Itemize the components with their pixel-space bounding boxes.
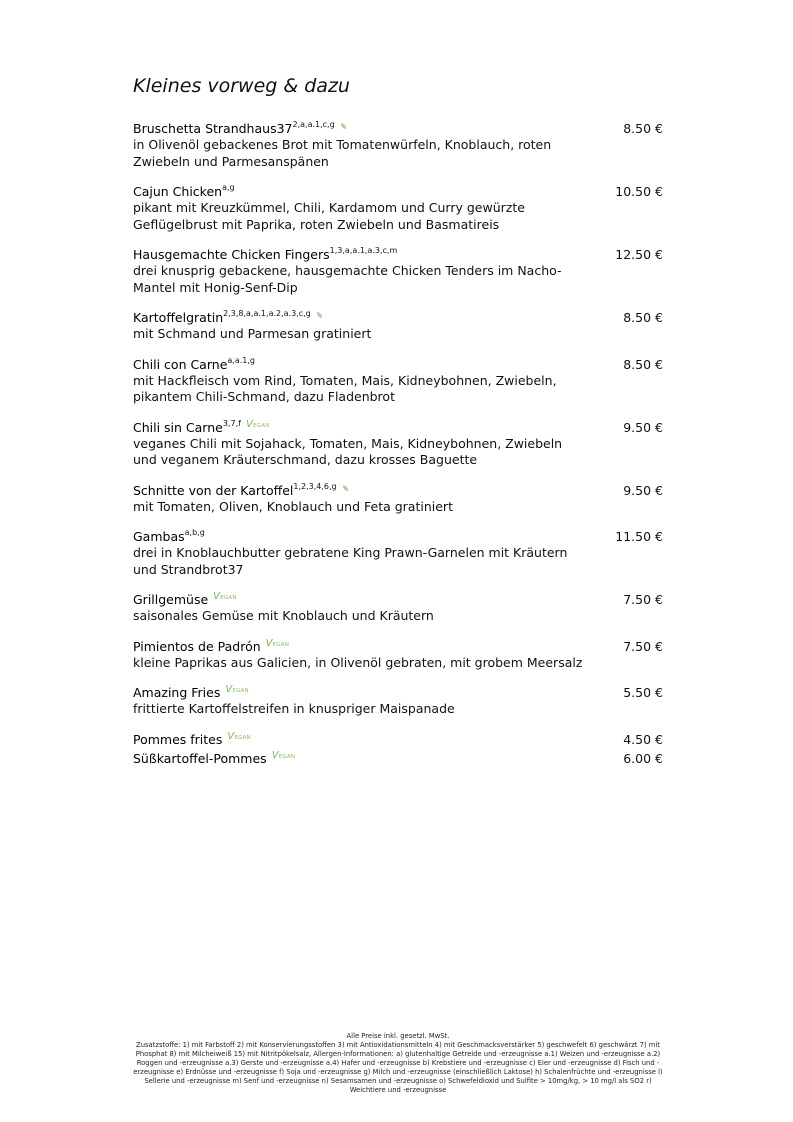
vegan-icon: VEGAN bbox=[225, 684, 249, 695]
allergen-codes: 3,7,f bbox=[222, 418, 241, 428]
menu-item-price: 8.50 € bbox=[623, 310, 663, 325]
menu-item-heading bbox=[133, 309, 663, 326]
menu-item bbox=[133, 419, 663, 469]
allergen-codes: a,a.1,g bbox=[227, 355, 255, 365]
menu-item-name: Pommes frites bbox=[133, 731, 223, 747]
allergen-codes: 2,3,8,a,a.1,a.2,a.3,c,g bbox=[223, 309, 311, 318]
menu-item-name: Pimientos de Padrón bbox=[133, 638, 261, 654]
menu-item-price: 7.50 € bbox=[623, 638, 663, 654]
menu-item bbox=[133, 731, 663, 748]
menu-item-heading bbox=[133, 482, 663, 499]
vegan-icon: VEGAN bbox=[271, 749, 296, 761]
menu-item-heading bbox=[133, 591, 663, 608]
menu-item-price: 8.50 € bbox=[623, 121, 663, 136]
menu-item-description: in Olivenöl gebackenes Brot mit Tomatenwürfeln, Knoblauch, roten Zwiebeln und Parmesanspänen bbox=[133, 137, 552, 169]
menu-item-description: mit Hackfleisch vom Rind, Tomaten, Mais, Kidneybohnen, Zwiebeln, pikantem Chili-Schmand, dazu Fladenbrot bbox=[133, 372, 557, 404]
menu-item-price: 7.50 € bbox=[623, 592, 663, 607]
menu-item-description: mit Tomaten, Oliven, Knoblauch und Feta gratiniert bbox=[133, 498, 453, 514]
menu-item-description: saisonales Gemüse mit Knoblauch und Kräutern bbox=[133, 608, 434, 623]
menu-item-name: Schnitte von der Kartoffel bbox=[133, 482, 294, 498]
menu-item-name: Chili sin Carne bbox=[133, 419, 223, 435]
menu-item-price: 9.50 € bbox=[623, 419, 663, 435]
footer bbox=[133, 1032, 663, 1095]
menu-item-name: Süßkartoffel-Pommes bbox=[133, 750, 267, 766]
menu-item-price: 10.50 € bbox=[615, 184, 663, 199]
menu-item-heading bbox=[133, 419, 663, 436]
allergen-codes: a,b,g bbox=[184, 528, 205, 537]
menu-item-heading bbox=[133, 750, 663, 767]
allergen-codes: a,g bbox=[222, 183, 235, 192]
vegan-icon: VEGAN bbox=[265, 637, 290, 649]
menu-list bbox=[133, 120, 663, 769]
menu-item-heading bbox=[133, 638, 663, 655]
menu-item bbox=[133, 591, 663, 625]
menu-item-price: 9.50 € bbox=[623, 482, 663, 498]
menu-item-name: Grillgemüse bbox=[133, 592, 209, 607]
menu-item bbox=[133, 356, 663, 406]
menu-item bbox=[133, 750, 663, 767]
menu-item bbox=[133, 120, 663, 170]
menu-item-heading bbox=[133, 120, 663, 137]
allergen-codes: 1,3,a,a.1,a.3,c,m bbox=[329, 246, 398, 255]
menu-item bbox=[133, 684, 663, 718]
menu-item bbox=[133, 528, 663, 578]
menu-item-description: pikant mit Kreuzkümmel, Chili, Kardamom und Curry gewürzte Geflügelbrust mit Paprika, roten Zwiebeln und Basmatireis bbox=[133, 200, 525, 232]
page-title: Kleines vorweg & dazu bbox=[133, 75, 350, 97]
menu-item-price: 11.50 € bbox=[615, 529, 663, 544]
menu-item-description: drei in Knoblauchbutter gebratene King Prawn-Garnelen mit Kräutern und Strandbrot37 bbox=[133, 545, 568, 577]
menu-item-price: 4.50 € bbox=[623, 731, 663, 747]
menu-item bbox=[133, 482, 663, 516]
menu-item-name: Hausgemachte Chicken Fingers bbox=[133, 247, 330, 262]
vegan-icon: VEGAN bbox=[227, 730, 251, 742]
price-note: Alle Preise inkl. gesetzl. MwSt. bbox=[346, 1032, 450, 1040]
menu-item-description: kleine Paprikas aus Galicien, in Olivenöl gebraten, mit grobem Meersalz bbox=[133, 654, 583, 670]
menu-item-name: Amazing Fries bbox=[133, 685, 221, 700]
menu-item-description: drei knusprig gebackene, hausgemachte Chicken Tenders im Nacho-Mantel mit Honig-Senf-Dip bbox=[133, 263, 562, 295]
menu-item-name: Cajun Chicken bbox=[133, 184, 223, 199]
menu-item-heading bbox=[133, 684, 663, 701]
menu-item-description: veganes Chili mit Sojahack, Tomaten, Mais, Kidneybohnen, Zwiebeln und veganem Kräuterschmand, dazu krosses Baguette bbox=[133, 435, 563, 467]
menu-item-heading bbox=[133, 731, 663, 748]
menu-item-heading bbox=[133, 246, 663, 263]
menu-item-heading bbox=[133, 183, 663, 200]
menu-item-price: 5.50 € bbox=[623, 685, 663, 700]
menu-item bbox=[133, 183, 663, 233]
allergen-codes: 1,2,3,4,6,g bbox=[293, 481, 337, 491]
menu-item-name: Chili con Carne bbox=[133, 356, 228, 372]
vegetarian-leaf-icon bbox=[341, 123, 346, 129]
menu-item-price: 6.00 € bbox=[623, 750, 663, 766]
menu-item-price: 8.50 € bbox=[623, 356, 663, 372]
menu-item-description: mit Schmand und Parmesan gratiniert bbox=[133, 326, 372, 341]
menu-item-heading bbox=[133, 356, 663, 373]
allergen-codes: 2,a,a.1,c,g bbox=[292, 120, 335, 129]
menu-item bbox=[133, 246, 663, 296]
vegan-icon: VEGAN bbox=[213, 591, 237, 602]
menu-item-description: frittierte Kartoffelstreifen in knuspriger Maispanade bbox=[133, 701, 455, 716]
vegetarian-leaf-icon bbox=[317, 312, 322, 318]
menu-item-name: Gambas bbox=[133, 529, 185, 544]
menu-item-price: 12.50 € bbox=[615, 247, 663, 262]
vegan-icon: VEGAN bbox=[245, 418, 270, 430]
menu-item bbox=[133, 638, 663, 672]
menu-item-heading bbox=[133, 528, 663, 545]
additives-info: Zusatzstoffe: 1) mit Farbstoff 2) mit Konservierungsstoffen 3) mit Antioxidationsmitteln 4) mit Geschmacksverstärker 5) geschwefelt 6) geschwärzt 7) mit Phosphat 8) mit Milcheiweiß 15) mit Nitritpökelsalz, Allergen-Informationen: a) glutenhaltige Getreide und -erzeugnisse a.1) Weizen und -erzeugnisse a.2) Roggen und -erzeugnisse a.3) Gerste und -erzeugnisse a.4) Hafer und -erzeugnisse b) Krebstiere und -erzeugnisse c) Eier und -erzeugnisse d) Fisch und -erzeugnisse e) Erdnüsse und -erzeugnisse f) Soja und -erzeugnisse g) Milch und -erzeugnisse (einschließlich Laktose) h) Schalenfrüchte und -erzeugnisse l) Sellerie und -erzeugnisse m) Senf und -erzeugnisse n) Sesamsamen und -erzeugnisse o) Schwefeldioxid und Sulfite > 10mg/kg, > 10 mg/l als SO2 r) Weichtiere und -erzeugnisse bbox=[133, 1041, 663, 1094]
menu-item-name: Kartoffelgratin bbox=[133, 310, 224, 325]
menu-item-name: Bruschetta Strandhaus37 bbox=[133, 121, 293, 136]
menu-item bbox=[133, 309, 663, 343]
vegetarian-leaf-icon bbox=[343, 485, 348, 491]
